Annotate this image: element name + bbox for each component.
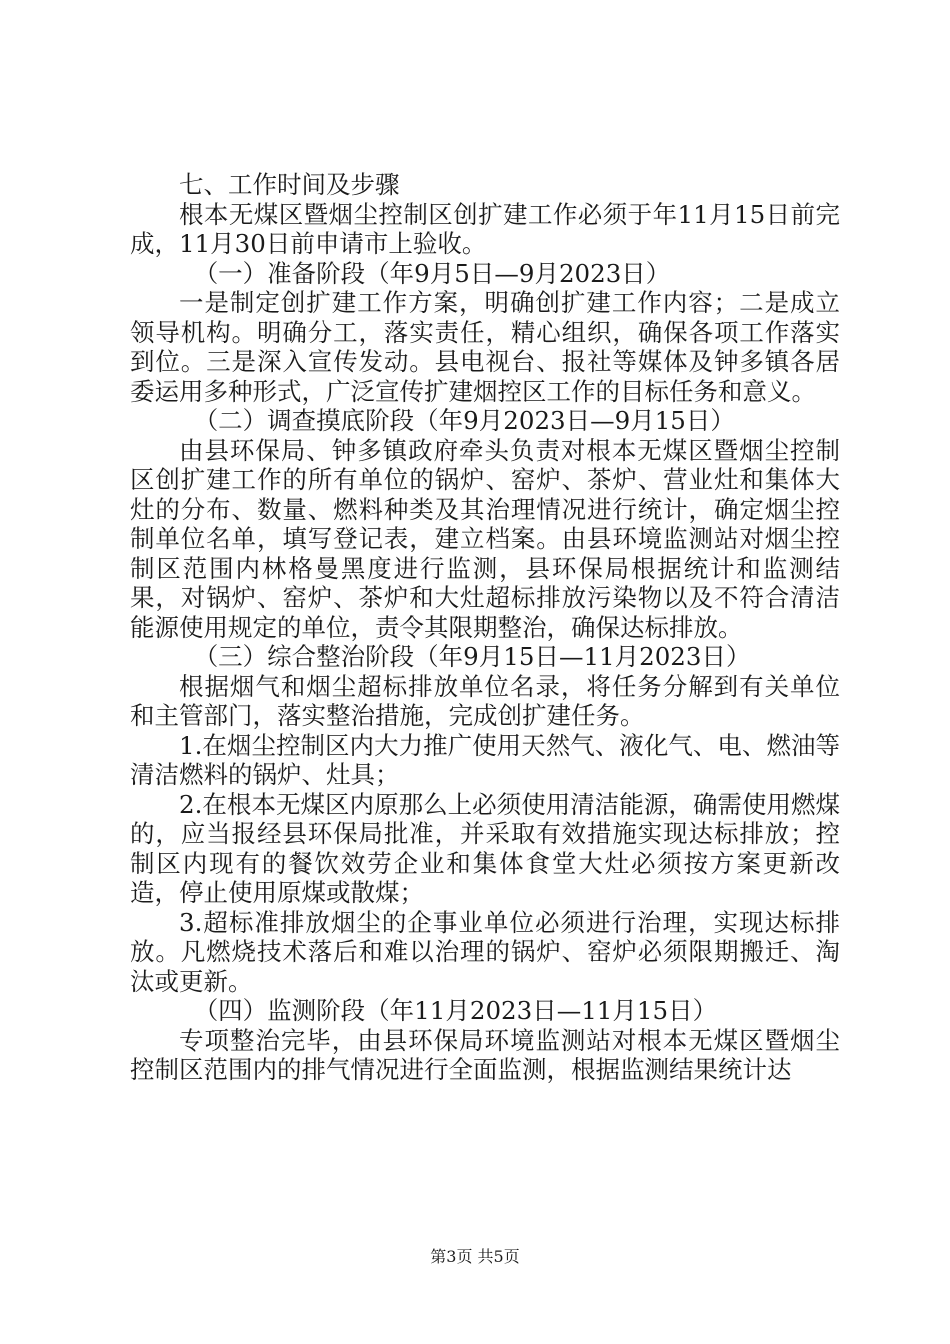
paragraph: 根据烟气和烟尘超标排放单位名录，将任务分解到有关单位和主管部门，落实整治措施，完成创扩建任务。 bbox=[130, 671, 840, 730]
paragraph: 由县环保局、钟多镇政府牵头负责对根本无煤区暨烟尘控制区创扩建工作的所有单位的锅炉、窑炉、茶炉、营业灶和集体大灶的分布、数量、燃料种类及其治理情况进行统计，确定烟尘控制单位名单，填写登记表，建立档案。由县环境监测站对烟尘控制区范围内林格曼黑度进行监测，县环保局根据统计和监测结果，对锅炉、窑炉、茶炉和大灶超标排放污染物以及不符合清洁能源使用规定的单位，责令其限期整治，确保达标排放。 bbox=[130, 435, 840, 642]
subsection-heading: （一）准备阶段（年9月5日—9月2023日） bbox=[193, 258, 671, 288]
list-item: 2.在根本无煤区内原那么上必须使用清洁能源，确需使用燃煤的，应当报经县环保局批准，并采取有效措施实现达标排放；控制区内现有的餐饮效劳企业和集体食堂大灶必须按方案更新改造，停止使用原煤或散煤； bbox=[130, 789, 840, 907]
paragraph: 专项整治完毕，由县环保局环境监测站对根本无煤区暨烟尘控制区范围内的排气情况进行全面监测，根据监测结果统计达 bbox=[130, 1025, 840, 1084]
paragraph: 一是制定创扩建工作方案，明确创扩建工作内容；二是成立领导机构。明确分工，落实责任，精心组织，确保各项工作落实到位。三是深入宣传发动。县电视台、报社等媒体及钟多镇各居委运用多种形式，广泛宣传扩建烟控区工作的目标任务和意义。 bbox=[130, 288, 840, 406]
section-heading: 七、工作时间及步骤 bbox=[179, 170, 400, 199]
list-item: 3.超标准排放烟尘的企事业单位必须进行治理，实现达标排放。凡燃烧技术落后和难以治理的锅炉、窑炉必须限期搬迁、淘汰或更新。 bbox=[130, 907, 840, 996]
subsection-heading: （四）监测阶段（年11月2023日—11月15日） bbox=[193, 996, 718, 1025]
paragraph: 根本无煤区暨烟尘控制区创扩建工作必须于年11月15日前完成，11月30日前申请市上验收。 bbox=[130, 199, 840, 258]
document-body bbox=[130, 170, 840, 1085]
subsection-heading: （二）调查摸底阶段（年9月2023日—9月15日） bbox=[193, 406, 735, 435]
page-number-footer: 第3页 共5页 bbox=[430, 1247, 520, 1266]
subsection-heading: （三）综合整治阶段（年9月15日—11月2023日） bbox=[193, 642, 751, 671]
list-item: 1.在烟尘控制区内大力推广使用天然气、液化气、电、燃油等清洁燃料的锅炉、灶具； bbox=[130, 730, 840, 789]
